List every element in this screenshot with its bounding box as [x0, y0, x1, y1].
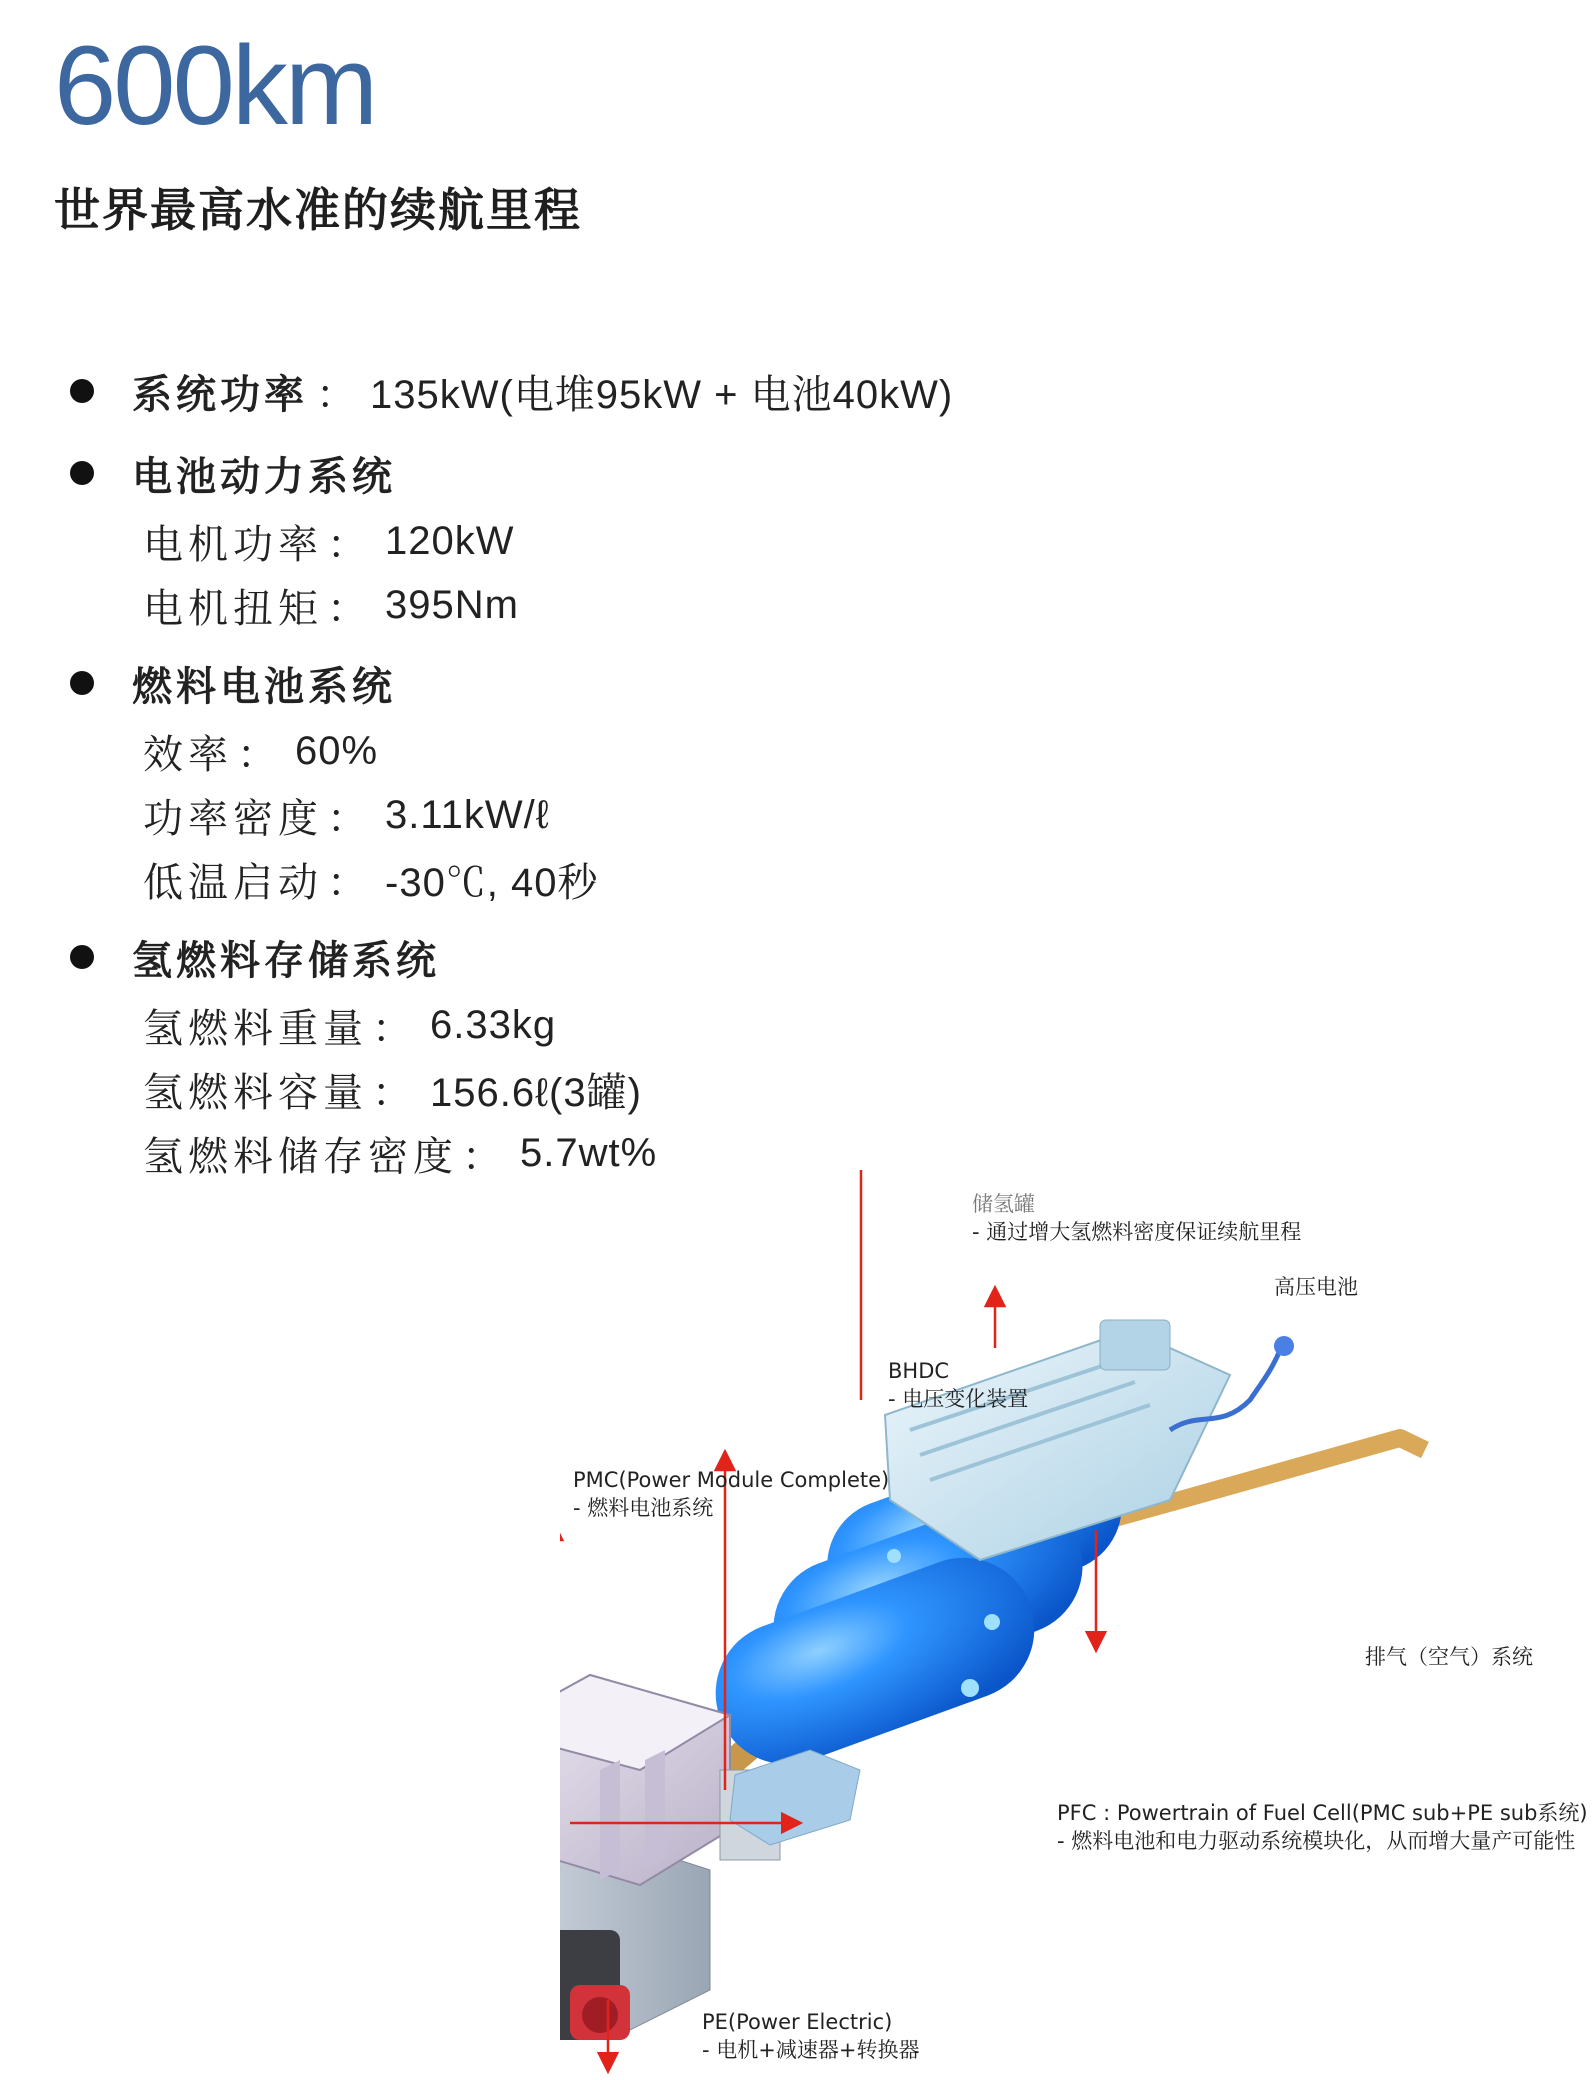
label-hydrogen-tank: 储氢罐 - 通过增大氢燃料密度保证续航里程 — [972, 1192, 1302, 1244]
powertrain-diagram — [560, 1170, 1592, 2080]
headline-range: 600km — [54, 23, 376, 148]
label-exhaust: 排气（空气）系统 — [1365, 1645, 1533, 1669]
spec-group-battery-power — [70, 437, 1070, 637]
subtitle: 世界最高水准的续航里程 — [54, 183, 582, 237]
label-pfc: PFC : Powertrain of Fuel Cell(PMC sub+PE sub系统) - 燃料电池和电力驱动系统模块化，从而增大量产可能性 — [1057, 1801, 1588, 1853]
spec-item: 功率密度 ： 3.11kW/ℓ — [143, 792, 550, 842]
label-pe: PE(Power Electric) - 电机+减速器+转换器 — [702, 2010, 920, 2062]
label-bhdc: BHDC - 电压变化装置 — [888, 1359, 1029, 1411]
spec-group-fuel-cell — [70, 647, 1070, 911]
spec-item: 低温启动 ： -30℃, 40秒 — [143, 859, 599, 906]
spec-group-system-power: 系统功率 ： 135kW(电堆95kW + 电池40kW) — [70, 355, 1070, 427]
bullet-icon — [70, 461, 94, 485]
group-title: 电池动力系统 — [132, 453, 396, 500]
bullet-icon — [70, 945, 94, 969]
label-hv-battery: 高压电池 — [1274, 1275, 1358, 1299]
pe-module — [570, 1985, 630, 2040]
spec-group-hydrogen-storage — [70, 921, 1070, 1185]
bullet-icon — [70, 379, 94, 403]
label-pmc: PMC(Power Module Complete) - 燃料电池系统 — [573, 1468, 890, 1520]
spec-item: 效率 ： 60% — [143, 728, 379, 778]
spec-item: 氢燃料容量 ： 156.6ℓ(3罐) — [143, 1069, 642, 1116]
spec-item: 电机扭矩 ： 395Nm — [143, 582, 519, 632]
spec-list — [70, 355, 1070, 1195]
powertrain-illustration — [560, 1170, 1592, 2080]
group-title: 燃料电池系统 — [132, 663, 396, 710]
spec-label: 系统功率 — [132, 371, 308, 418]
spec-value: 135kW(电堆95kW + 电池40kW) — [370, 372, 954, 417]
spec-item: 氢燃料重量 ： 6.33kg — [143, 1002, 557, 1052]
spec-item: 电机功率 ： 120kW — [143, 518, 515, 568]
spec-item: 氢燃料储存密度 ： 5.7wt% — [143, 1130, 658, 1180]
bullet-icon — [70, 671, 94, 695]
high-voltage-battery — [885, 1320, 1294, 1560]
group-title: 氢燃料存储系统 — [132, 937, 440, 984]
